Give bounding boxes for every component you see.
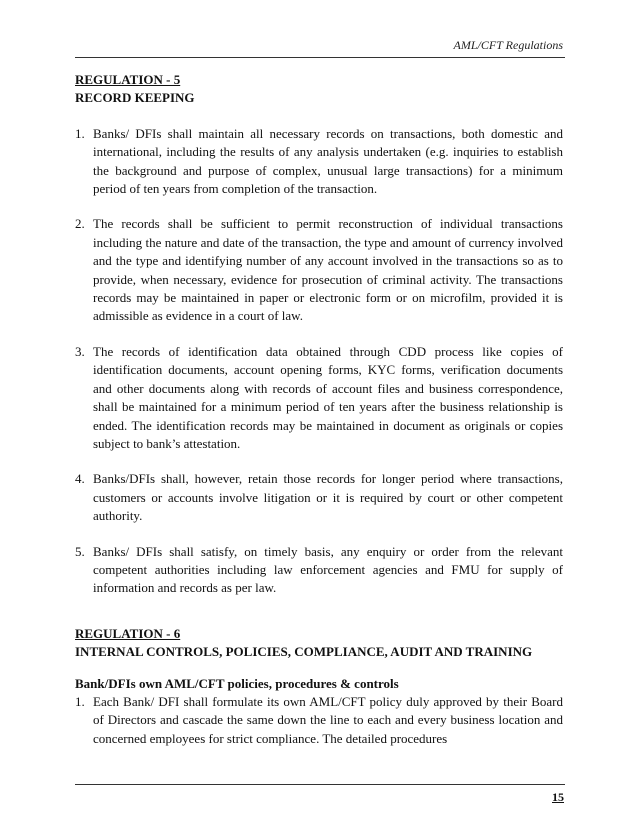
item-number: 1. xyxy=(75,125,85,141)
regulation-5-item-4 xyxy=(75,470,563,525)
regulation-5-item-2 xyxy=(75,215,563,325)
item-number: 3. xyxy=(75,343,85,359)
item-number: 5. xyxy=(75,543,85,559)
regulation-6-label: REGULATION - 6 xyxy=(75,625,181,641)
regulation-6-subheading: Bank/DFIs own AML/CFT policies, procedures & controls xyxy=(75,675,399,691)
page-number: 15 xyxy=(552,790,564,804)
regulation-5-label: REGULATION - 5 xyxy=(75,72,181,87)
item-text: Banks/ DFIs shall satisfy, on timely basis, any enquiry or order from the relevant competent authorities including law enforcement agencies and FMU for supply of information and records as per law. xyxy=(93,543,563,596)
item-number: 1. xyxy=(75,693,85,709)
regulation-6-item-1 xyxy=(75,693,563,748)
regulation-5-item-3 xyxy=(75,343,563,453)
page-body xyxy=(75,71,563,748)
item-text: Banks/DFIs shall, however, retain those records for longer period where transactions, customers or accounts involve litigation or it is required by court or other competent authority. xyxy=(93,471,563,524)
footer-divider xyxy=(75,784,565,785)
running-header: AML/CFT Regulations xyxy=(453,38,563,52)
regulation-5-item-5 xyxy=(75,543,563,598)
item-text: The records of identification data obtained through CDD process like copies of identification documents, account opening forms, KYC forms, verification documents and other documents along with records of account files and business correspondence, shall be maintained for a minimum period of ten years after the business relationship is ended. The identification records may be maintained in document as originals or copies subject to bank’s attestation. xyxy=(93,343,563,451)
regulation-6-title: INTERNAL CONTROLS, POLICIES, COMPLIANCE, AUDIT AND TRAINING xyxy=(75,644,533,660)
item-number: 2. xyxy=(75,216,85,232)
item-number: 4. xyxy=(75,471,85,487)
item-text: The records shall be sufficient to permit reconstruction of individual transactions including the nature and date of the transaction, the type and amount of currency involved and the type and identifying number of any account involved in the transactions so as to provide, when necessary, evidence for prosecution of criminal activity. The transactions records may be maintained in paper or electronic form or on microfilm, provided it is admissible as evidence in a court of law. xyxy=(93,216,563,324)
item-text: Each Bank/ DFI shall formulate its own AML/CFT policy duly approved by their Board of Directors and cascade the same down the line to each and every business location and concerned employees for strict compliance. The detailed procedures xyxy=(93,693,563,746)
header-divider xyxy=(75,57,565,58)
item-text: Banks/ DFIs shall maintain all necessary records on transactions, both domestic and international, including the results of any analysis undertaken (e.g. inquiries to establish the background and purpose of complex, unusual large transactions) for a minimum period of ten years from completion of the transaction. xyxy=(93,125,563,197)
regulation-5-item-1 xyxy=(75,125,563,199)
regulation-5-title: RECORD KEEPING xyxy=(75,90,195,106)
